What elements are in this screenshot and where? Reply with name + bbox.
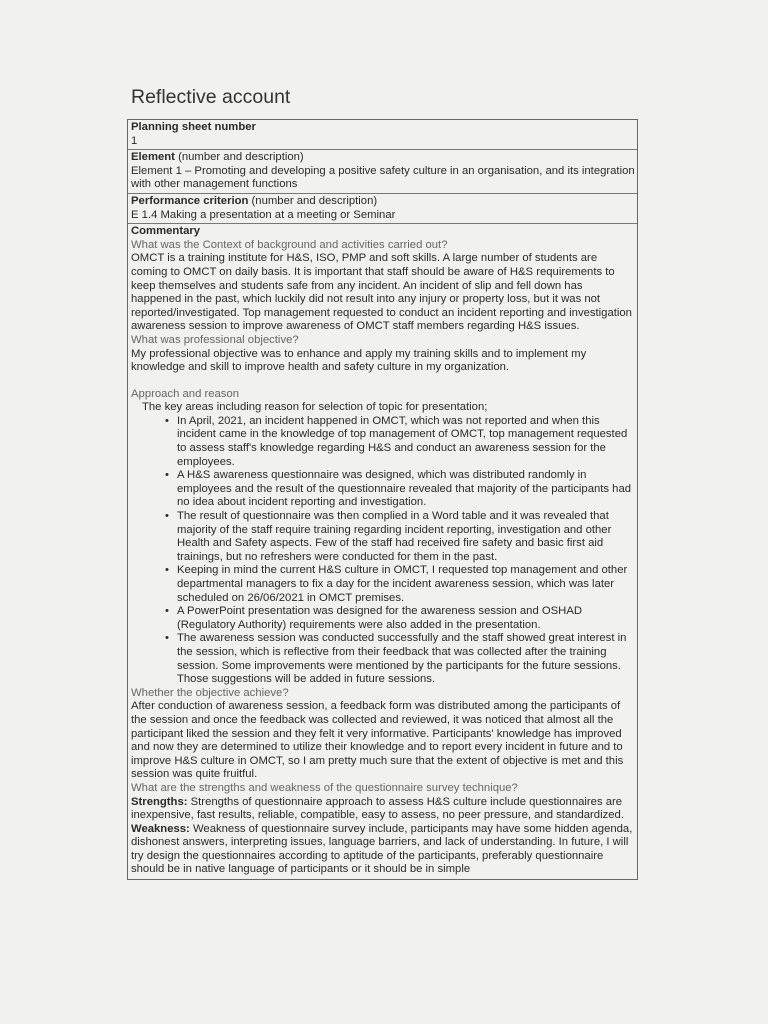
planning-sheet-value: 1 (131, 134, 138, 147)
question-achievement: Whether the objective achieve? (131, 686, 289, 699)
weakness-paragraph (131, 823, 635, 877)
approach-bullet-list (131, 415, 635, 687)
weakness-text: Weakness of questionnaire survey include, participants may have some hidden agenda, dishonest answers, interpreting issues, language barriers, and lack of understanding. In future, I will try design the questionnaires according to aptitude of the participants, preferably questionnaire should be in native language of participants or it should be in simple (131, 822, 633, 876)
list-item: • A PowerPoint presentation was designed for the awareness session and OSHAD (Regulatory Authority) requirements were also added in the presentation. (177, 605, 635, 632)
planning-sheet-label: Planning sheet number (131, 121, 256, 133)
spacer (131, 375, 635, 388)
list-item: • The result of questionnaire was then complied in a Word table and it was revealed that majority of the staff require training regarding incident reporting, investigation and other Health and Safety aspects. Few of the staff had received fire safety and basic first aid trainings, but no refreshers were conducted for them in the past. (177, 510, 635, 564)
question-strengths-weakness: What are the strengths and weakness of the questionnaire survey technique? (131, 781, 518, 794)
question-objective: What was professional objective? (131, 333, 299, 346)
weakness-label: Weakness: (131, 822, 190, 835)
planning-sheet-cell (128, 120, 637, 150)
element-label: Element (131, 151, 175, 164)
strengths-label: Strengths: (131, 795, 188, 808)
page-title: Reflective account (131, 86, 291, 108)
strengths-text: Strengths of questionnaire approach to assess H&S culture include questionnaires are inexpensive, fast results, reliable, compatible, easy to assess, no peer pressure, and standardized. (131, 795, 624, 822)
element-value: Element 1 – Promoting and developing a positive safety culture in an organisation, and its integration with other management functions (131, 164, 635, 191)
answer-achievement: After conduction of awareness session, a feedback form was distributed among the participants of the session and once the feedback was collected and reviewed, it was noticed that almost all the participant liked the session and they felt it very informative. Participants' knowledge has improved and now they are determined to utilize their knowledge and to report every incident in future and to improve H&S culture in OMCT, so I am pretty much sure that the extent of objective is met and this session was quite fruitful. (131, 700, 624, 781)
answer-objective: My professional objective was to enhance and apply my training skills and to implement my knowledge and skill to improve health and safety culture in my organization. (131, 347, 587, 374)
question-approach: Approach and reason (131, 387, 240, 400)
answer-context: OMCT is a training institute for H&S, ISO, PMP and soft skills. A large number of students are coming to OMCT on daily basis. It is important that staff should be aware of H&S requirements to keep themselves and students safe from any incident. An incident of slip and fell down has happened in the past, which luckily did not result into any injury or property loss, but it was not reported/investigated. Top management requested to conduct an incident reporting and investigation awareness session to improve awareness of OMCT staff members regarding H&S issues. (131, 252, 632, 333)
commentary-cell (128, 224, 637, 879)
approach-intro: The key areas including reason for selection of topic for presentation; (142, 401, 488, 414)
list-item: • A H&S awareness questionnaire was designed, which was distributed randomly in employees and the result of the questionnaire revealed that majority of the participants had no idea about incident reporting and investigation. (177, 469, 635, 510)
performance-value: E 1.4 Making a presentation at a meeting or Seminar (131, 208, 396, 221)
element-header (131, 151, 635, 165)
question-context: What was the Context of background and activities carried out? (131, 238, 448, 251)
performance-label: Performance criterion (131, 194, 249, 207)
performance-label-note: (number and description) (248, 194, 378, 207)
list-item: • In April, 2021, an incident happened in OMCT, which was not reported and when this incident came in the knowledge of top management of OMCT, top management requested to assess staff's knowledge regarding H&S and conduct an awareness session for the employees. (177, 415, 635, 469)
strengths-paragraph (131, 796, 635, 823)
list-item: • The awareness session was conducted successfully and the staff showed great interest in the session, which is reflective from their feedback that was collected after the training session. Some improvements were mentioned by the participants for the future sessions. Those suggestions will be added in future sessions. (177, 632, 635, 686)
list-item: • Keeping in mind the current H&S culture in OMCT, I requested top management and other departmental managers to fix a day for the incident awareness session, which was later scheduled on 26/06/2021 in OMCT premises. (177, 564, 635, 605)
performance-criterion-cell (128, 194, 637, 224)
reflective-account-table (127, 119, 638, 880)
performance-header (131, 195, 635, 209)
commentary-label: Commentary (131, 225, 201, 238)
element-cell (128, 150, 637, 194)
element-label-note: (number and description) (174, 151, 304, 164)
